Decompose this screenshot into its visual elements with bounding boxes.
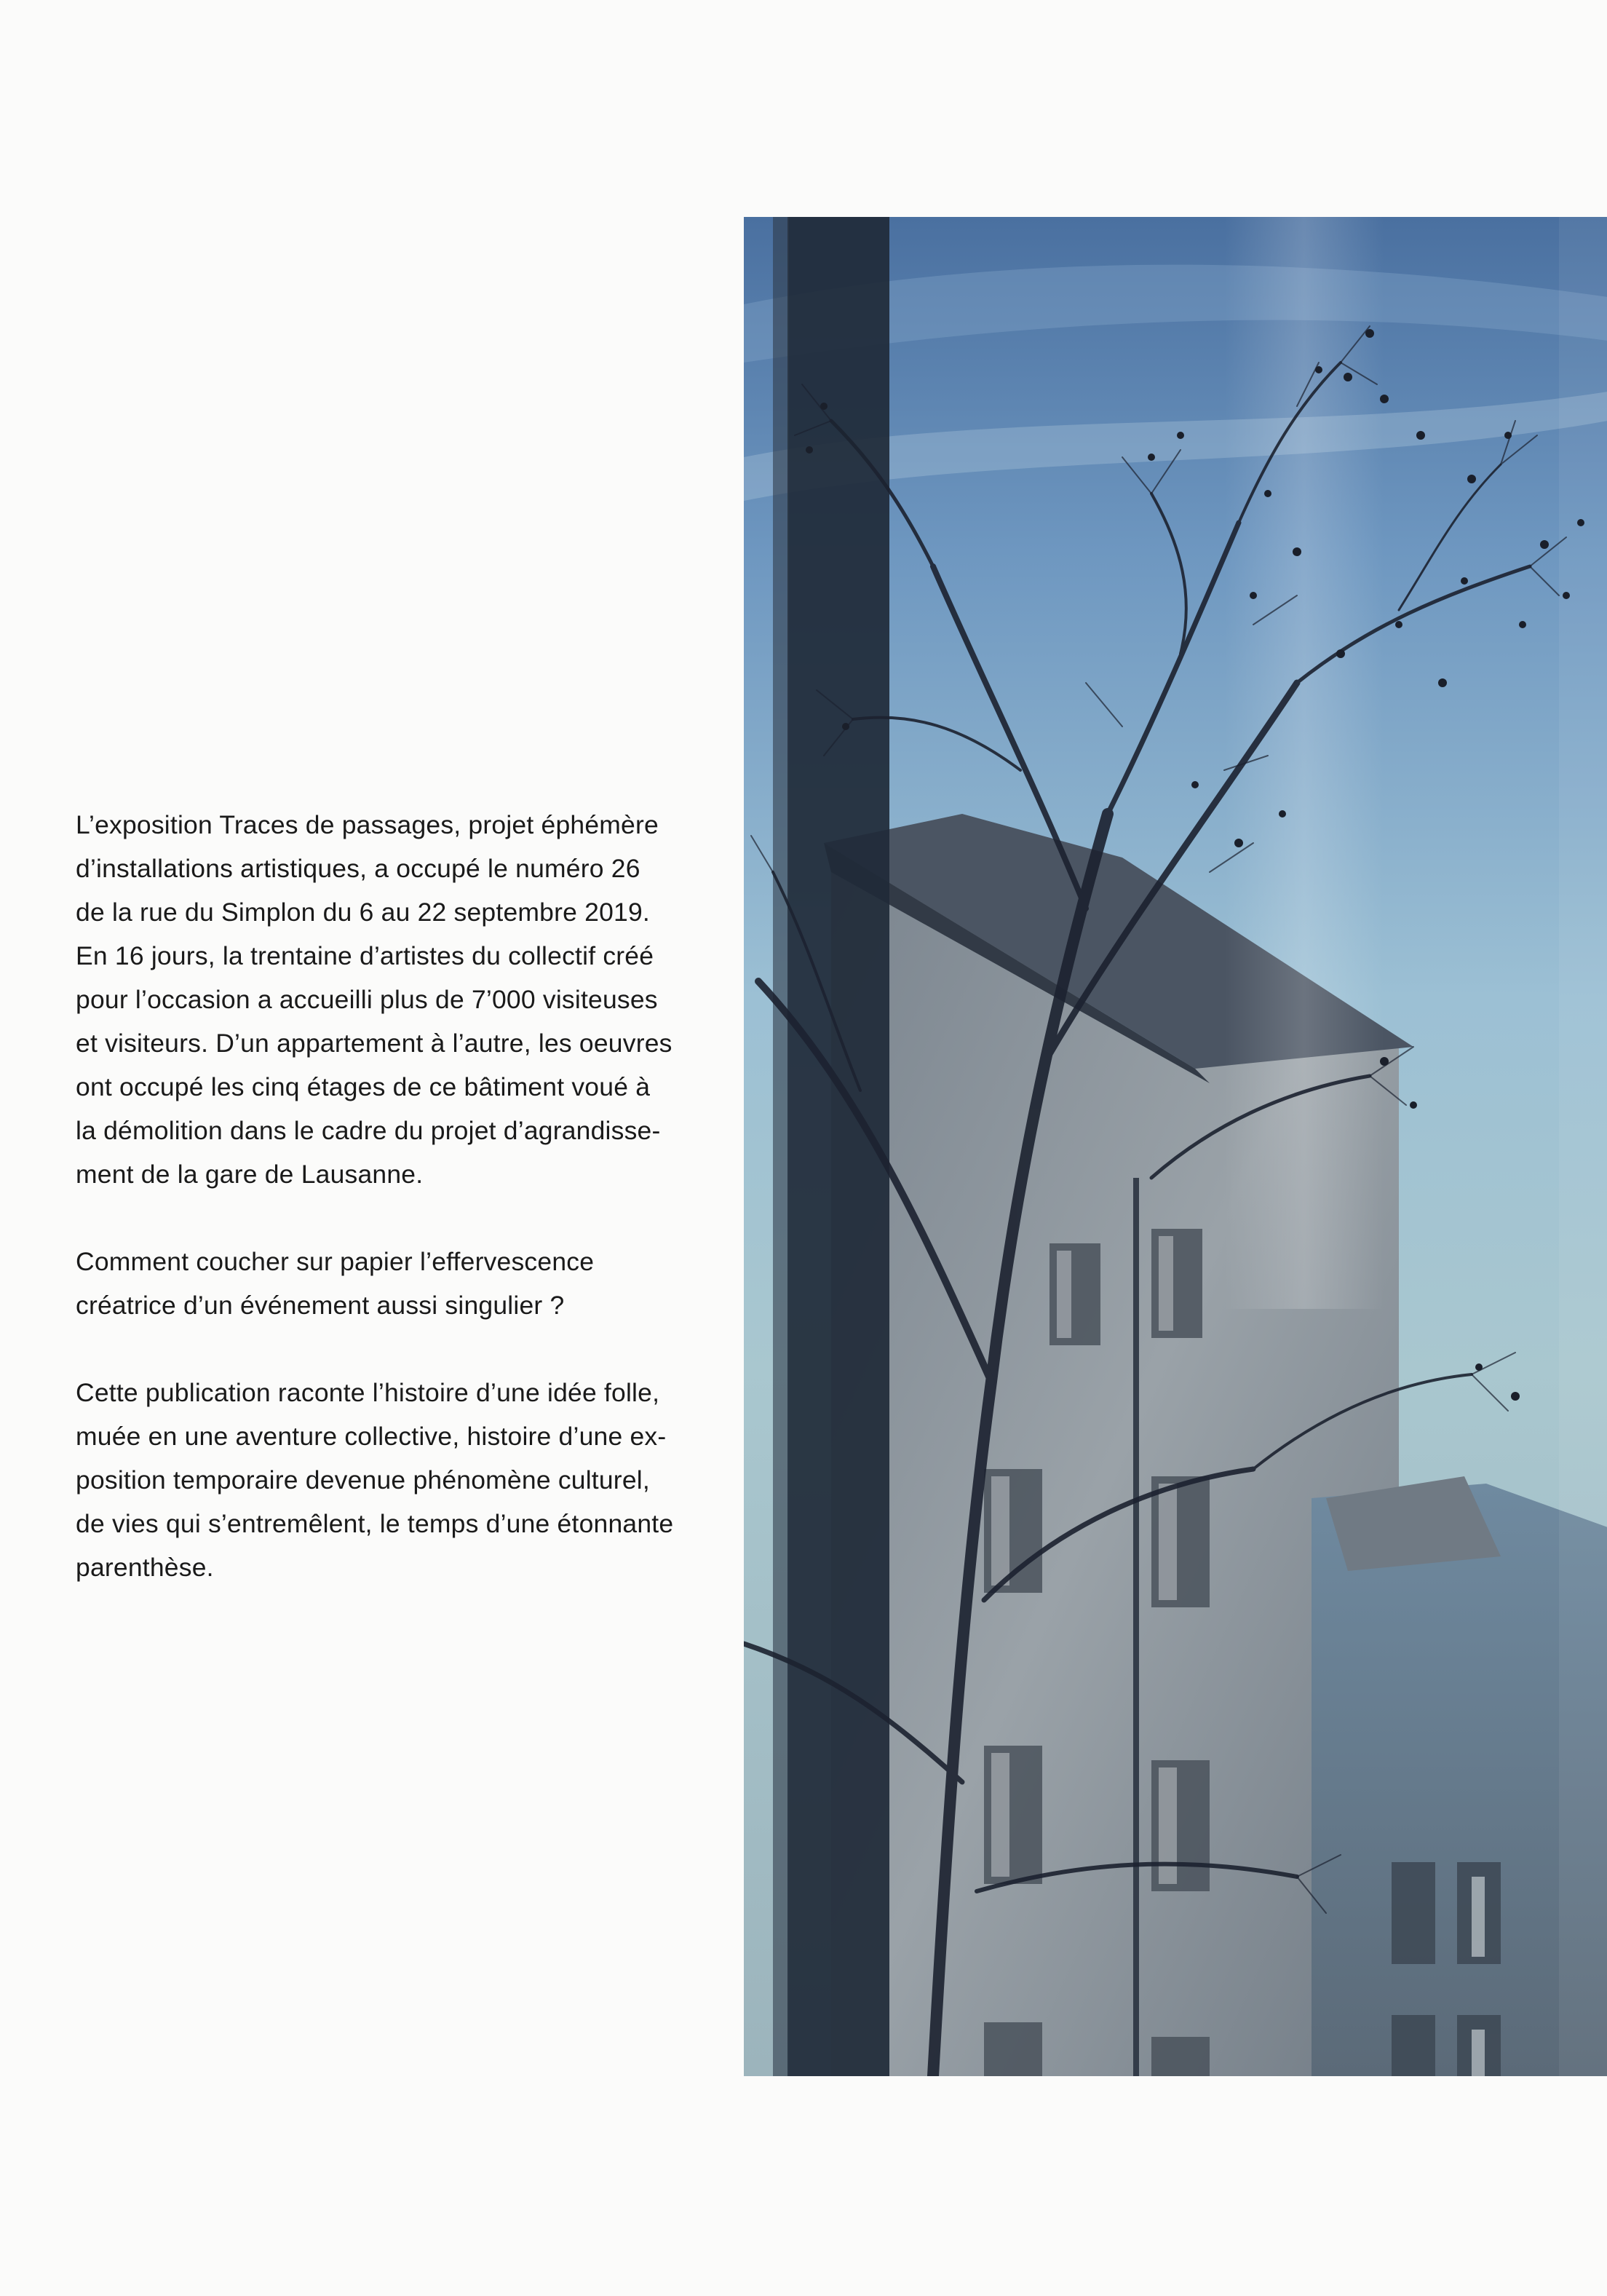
text-line: L’exposition Traces de passages, projet éphémère	[76, 810, 659, 839]
text-line: ment de la gare de Lausanne.	[76, 1160, 424, 1189]
text-line: ont occupé les cinq étages de ce bâtiment voué à	[76, 1072, 651, 1101]
paragraph-publication	[76, 1371, 702, 1589]
text-line: position temporaire devenue phénomène culturel,	[76, 1465, 650, 1495]
text-line: En 16 jours, la trentaine d’artistes du collectif créé	[76, 941, 654, 970]
window-reflection-photo	[744, 217, 1607, 2076]
text-line: de vies qui s’entremêlent, le temps d’une étonnante	[76, 1509, 674, 1538]
text-line: Comment coucher sur papier l’effervescence	[76, 1247, 595, 1276]
photo-illustration	[744, 217, 1607, 2076]
body-text	[76, 803, 702, 1633]
text-line: créatrice d’un événement aussi singulier ?	[76, 1291, 565, 1320]
text-line: parenthèse.	[76, 1553, 214, 1582]
text-line: pour l’occasion a accueilli plus de 7’000 visiteuses	[76, 985, 658, 1014]
text-line: la démolition dans le cadre du projet d’agrandisse-	[76, 1116, 661, 1145]
text-line: Cette publication raconte l’histoire d’une idée folle,	[76, 1378, 660, 1407]
paragraph-intro	[76, 803, 702, 1196]
paragraph-question	[76, 1240, 702, 1327]
text-line: muée en une aventure collective, histoire d’une ex-	[76, 1422, 667, 1451]
text-line: de la rue du Simplon du 6 au 22 septembre 2019.	[76, 898, 650, 927]
text-line: et visiteurs. D’un appartement à l’autre, les oeuvres	[76, 1029, 672, 1058]
text-line: d’installations artistiques, a occupé le numéro 26	[76, 854, 640, 883]
